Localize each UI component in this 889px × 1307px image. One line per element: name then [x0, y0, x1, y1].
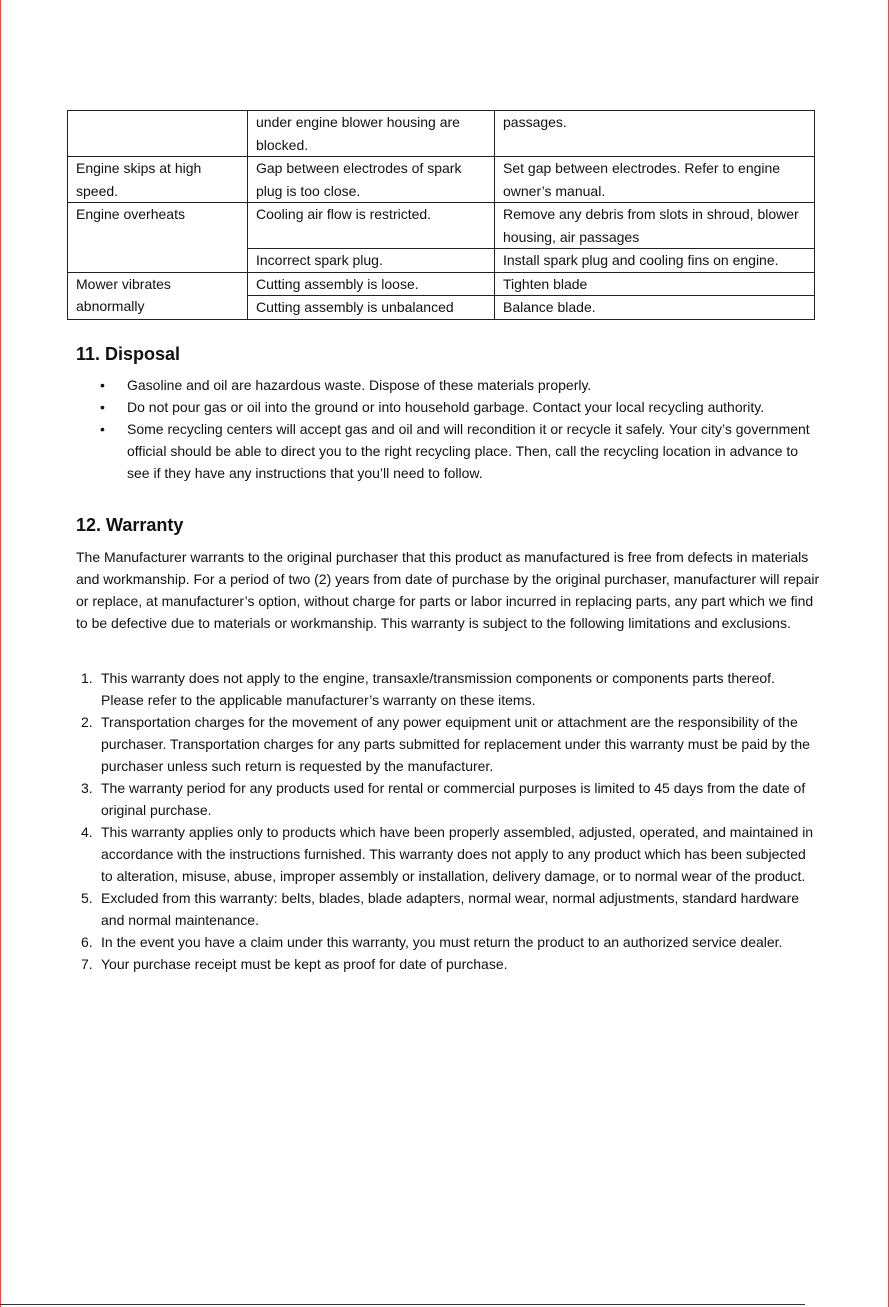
table-row: [68, 203, 815, 249]
table-cell: Remove any debris from slots in shroud, blower housing, air passages: [495, 203, 815, 249]
list-item-text: Excluded from this warranty: belts, blades, blade adapters, normal wear, normal adjustments, standard hardware and normal maintenance.: [101, 890, 800, 928]
list-item: [76, 777, 821, 821]
table-cell: Balance blade.: [495, 296, 815, 320]
table-cell: Gap between electrodes of spark plug is too close.: [248, 157, 495, 203]
list-item-text: The warranty period for any products used for rental or commercial purposes is limited to 45 days from the date of original purchase.: [101, 780, 806, 818]
item-number: 5.: [81, 890, 93, 906]
table-cell: Tighten blade: [495, 272, 815, 296]
list-item-text: Some recycling centers will accept gas and oil and will recondition it or recycle it safely. Your city’s government official should be able to direct you to the right recycling place. Then, call the recycling location in advance to see if they have any instructions that you’ll need to follow.: [127, 421, 810, 481]
list-item-text: Transportation charges for the movement of any power equipment unit or attachment are the responsibility of the purchaser. Transportation charges for any parts submitted for replacement under this warranty must be paid by the purchaser unless such return is requested by the manufacturer.: [101, 714, 810, 774]
item-number: 7.: [81, 956, 93, 972]
list-item-text: Your purchase receipt must be kept as proof for date of purchase.: [101, 956, 508, 972]
item-number: 4.: [81, 824, 93, 840]
table-cell: Cutting assembly is unbalanced: [248, 296, 495, 320]
symptom-line: Mower vibrates: [76, 275, 171, 292]
disposal-list: [100, 374, 820, 484]
table-cell: [68, 272, 248, 319]
list-item-text: In the event you have a claim under this warranty, you must return the product to an authorized service dealer.: [101, 934, 783, 950]
troubleshooting-table: [67, 110, 815, 320]
footer-rule: [0, 1304, 805, 1305]
item-number: 1.: [81, 670, 93, 686]
list-item: [76, 711, 821, 777]
table-cell: Cutting assembly is loose.: [248, 272, 495, 296]
list-item: [76, 953, 821, 975]
list-item: [100, 396, 820, 418]
list-item: [76, 821, 821, 887]
bullet-icon: •: [100, 377, 105, 393]
item-number: 2.: [81, 714, 93, 730]
table-cell: Cooling air flow is restricted.: [248, 203, 495, 249]
list-item: [100, 374, 820, 396]
list-item-text: This warranty does not apply to the engine, transaxle/transmission components or components parts thereof. Please refer to the applicable manufacturer’s warranty on these items.: [101, 670, 775, 708]
list-item: [76, 931, 821, 953]
table-cell: Engine skips at high speed.: [68, 157, 248, 203]
table-cell: under engine blower housing are blocked.: [248, 111, 495, 157]
table-cell: Set gap between electrodes. Refer to engine owner’s manual.: [495, 157, 815, 203]
table-cell: Install spark plug and cooling fins on engine.: [495, 249, 815, 273]
table-row: [68, 111, 815, 157]
table-cell: [68, 111, 248, 157]
list-item: [100, 418, 820, 484]
table-cell: passages.: [495, 111, 815, 157]
table-cell: Engine overheats: [68, 203, 248, 273]
bullet-icon: •: [100, 421, 105, 437]
disposal-heading: 11. Disposal: [76, 344, 181, 364]
table-row: [68, 272, 815, 296]
item-number: 3.: [81, 780, 93, 796]
symptom-line: abnormally: [76, 298, 145, 314]
warranty-intro: The Manufacturer warrants to the original purchaser that this product as manufactured is free from defects in materials and workmanship. For a period of two (2) years from date of purchase by the original purchaser, manufacturer will repair or replace, at manufacturer’s option, without charge for parts or labor incurred in replacing parts, any part which we find to be defective due to materials or workmanship. This warranty is subject to the following limitations and exclusions.: [76, 549, 820, 631]
table-cell: Incorrect spark plug.: [248, 249, 495, 273]
list-item-text: Gasoline and oil are hazardous waste. Dispose of these materials properly.: [127, 377, 592, 393]
warranty-list: [76, 667, 821, 975]
list-item-text: This warranty applies only to products which have been properly assembled, adjusted, operated, and maintained in accordance with the instructions furnished. This warranty does not apply to any product which has been subjected to alteration, misuse, abuse, improper assembly or installation, delivery damage, or to normal wear of the product.: [101, 824, 814, 884]
list-item-text: Do not pour gas or oil into the ground or into household garbage. Contact your local recycling authority.: [127, 399, 765, 415]
table-row: [68, 157, 815, 203]
item-number: 6.: [81, 934, 93, 950]
warranty-heading: 12. Warranty: [76, 515, 184, 535]
list-item: [76, 887, 821, 931]
page-edge-left: [0, 0, 1, 1307]
bullet-icon: •: [100, 399, 105, 415]
list-item: [76, 667, 821, 711]
